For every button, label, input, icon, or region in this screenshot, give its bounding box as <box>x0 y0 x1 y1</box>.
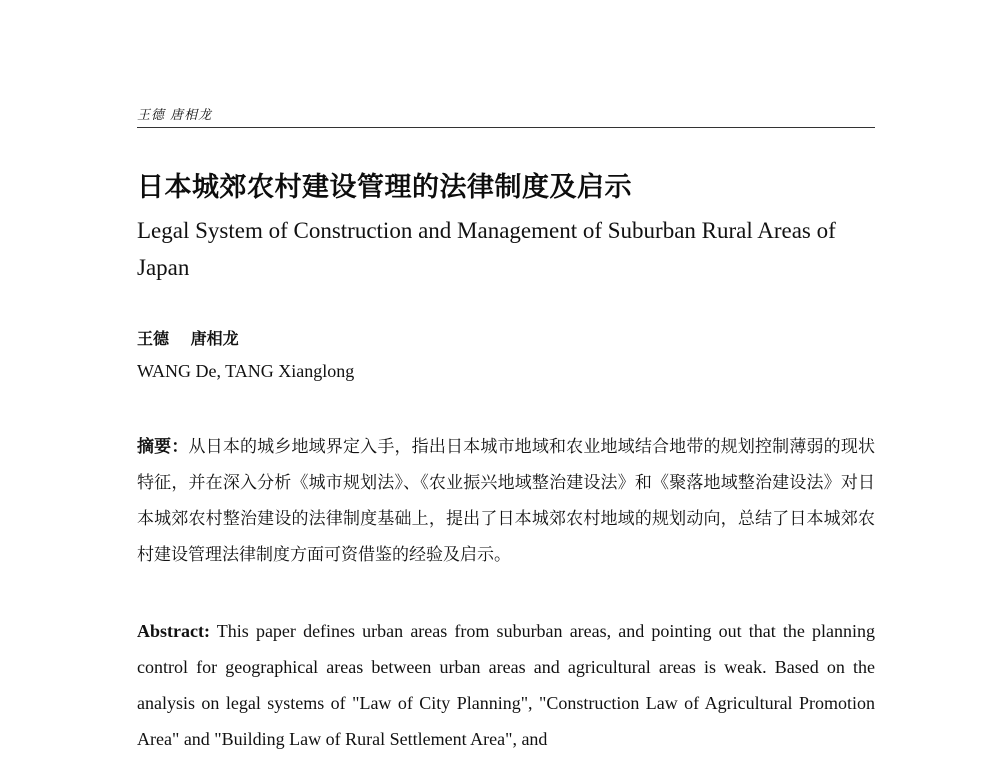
abstract-english-text: This paper defines urban areas from suburban areas, and pointing out that the planning control for geographical areas between urban areas and agricultural areas is weak. Based on the analysis on legal systems of "Law of City Planning", "Construction Law of Agricultural Promotion Area" and "Building Law of Rural Settlement Area", and <box>137 621 875 749</box>
abstract-english-label: Abstract: <box>137 621 210 641</box>
abstract-english <box>137 613 875 757</box>
running-head: 王德 唐相龙 <box>137 108 213 123</box>
authors-english: WANG De, TANG Xianglong <box>137 361 355 381</box>
abstract-chinese-label: 摘要： <box>137 437 189 457</box>
authors-chinese: 王德 唐相龙 <box>137 329 239 348</box>
abstract-chinese-text: 从日本的城乡地域界定入手，指出日本城市地域和农业地域结合地带的规划控制薄弱的现状特征，并在深入分析《城市规划法》、《农业振兴地域整治建设法》和《聚落地域整治建设法》对日本城郊农村整治建设的法律制度基础上，提出了日本城郊农村地域的规划动向，总结了日本城郊农村建设管理法律制度方面可资借鉴的经验及启示。 <box>137 437 875 565</box>
abstract-chinese <box>137 429 875 573</box>
title-chinese: 日本城郊农村建设管理的法律制度及启示 <box>137 172 632 203</box>
title-english: Legal System of Construction and Management of Suburban Rural Areas of Japan <box>137 218 836 280</box>
header-rule <box>137 127 875 128</box>
